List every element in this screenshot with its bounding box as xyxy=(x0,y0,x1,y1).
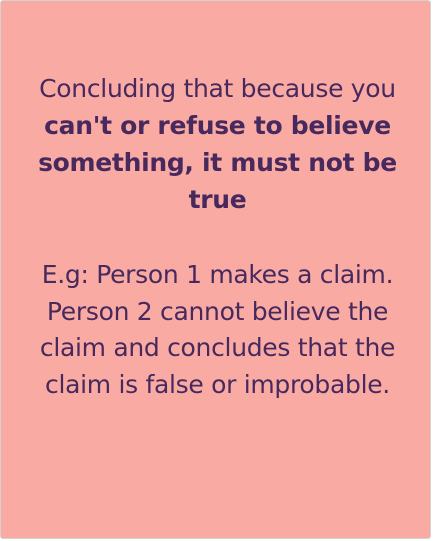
definition-bold: can't or refuse to believe something, it must not be true xyxy=(38,111,397,214)
example-text xyxy=(21,257,414,403)
example-line-2: Person 2 cannot believe the claim and concludes that the claim is false or improbable. xyxy=(39,296,396,399)
definition-text xyxy=(21,70,414,218)
definition-normal: Concluding that because you xyxy=(39,74,396,103)
example-line-1: E.g: Person 1 makes a claim. xyxy=(41,260,394,289)
